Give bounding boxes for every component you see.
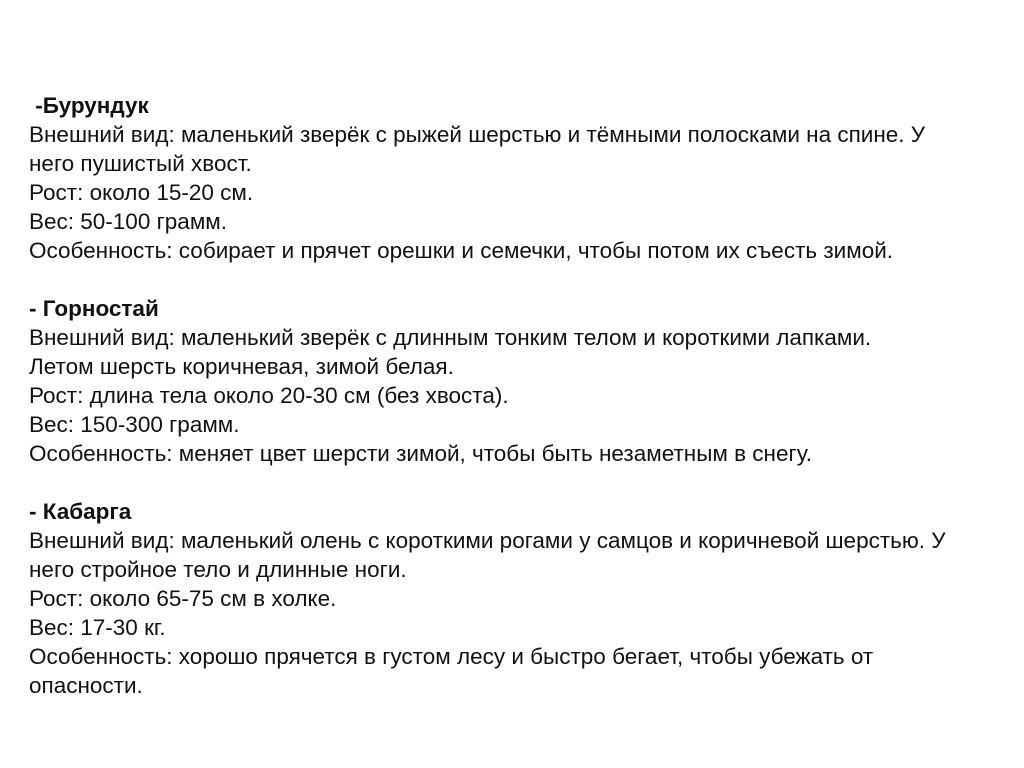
feature-text: Особенность: меняет цвет шерсти зимой, чтобы быть незаметным в снегу. bbox=[29, 441, 812, 466]
height-text: Рост: длина тела около 20-30 см (без хвоста). bbox=[29, 383, 509, 408]
section-musk-deer bbox=[29, 497, 1009, 700]
height-text: Рост: около 65-75 см в холке. bbox=[29, 586, 337, 611]
feature-text: Особенность: хорошо прячется в густом лесу и быстро бегает, чтобы убежать от опасности. bbox=[29, 644, 874, 698]
weight-text: Вес: 17-30 кг. bbox=[29, 615, 166, 640]
slide-body bbox=[29, 91, 1009, 700]
weight-text: Вес: 50-100 грамм. bbox=[29, 209, 228, 234]
appearance-text: Внешний вид: маленький олень с короткими рогами у самцов и коричневой шерстью. У него стройное тело и длинные ноги. bbox=[29, 528, 946, 582]
height-text: Рост: около 15-20 см. bbox=[29, 180, 254, 205]
section-heading: - Горностай bbox=[29, 296, 159, 321]
appearance-text: Внешний вид: маленький зверёк с длинным тонким телом и короткими лапками. bbox=[29, 325, 872, 350]
section-chipmunk bbox=[29, 91, 1009, 265]
section-heading: -Бурундук bbox=[29, 93, 149, 118]
section-heading: - Кабарга bbox=[29, 499, 132, 524]
appearance-text-continued: Летом шерсть коричневая, зимой белая. bbox=[29, 354, 454, 379]
feature-text: Особенность: собирает и прячет орешки и семечки, чтобы потом их съесть зимой. bbox=[29, 238, 894, 263]
appearance-text: Внешний вид: маленький зверёк с рыжей шерстью и тёмными полосками на спине. У него пушистый хвост. bbox=[29, 122, 926, 176]
weight-text: Вес: 150-300 грамм. bbox=[29, 412, 240, 437]
section-ermine bbox=[29, 294, 1009, 468]
